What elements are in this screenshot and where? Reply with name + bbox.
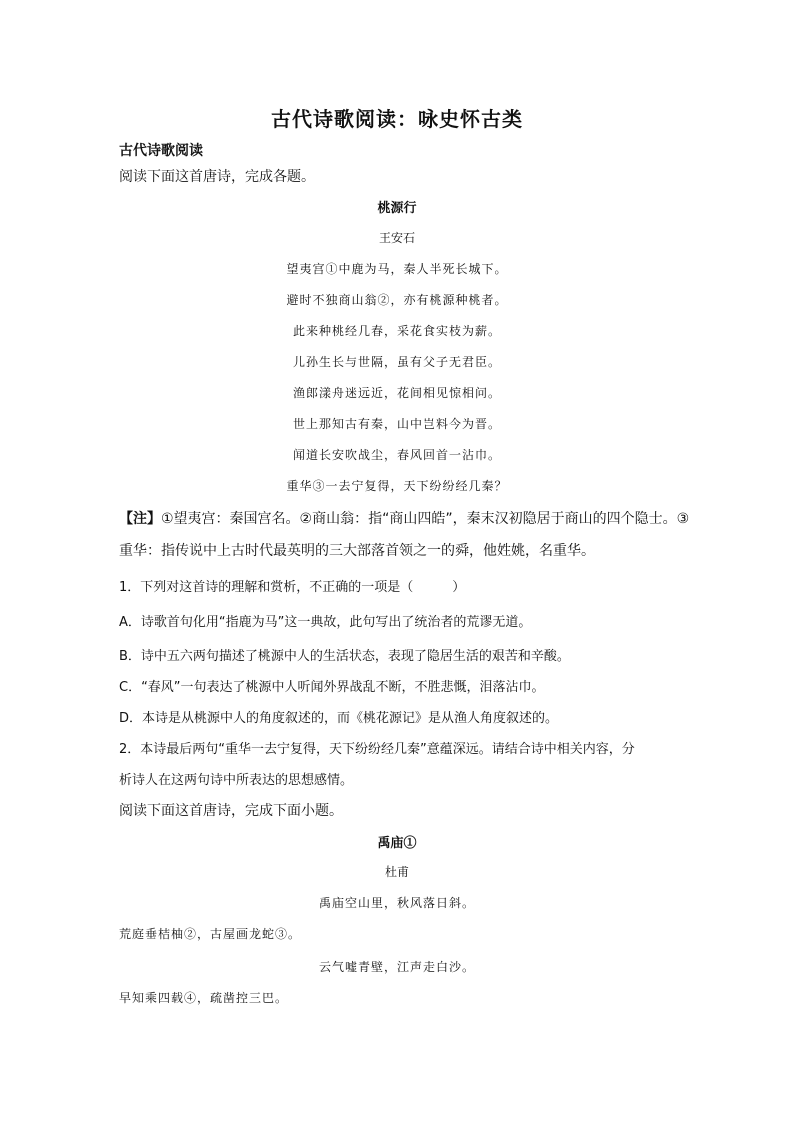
poem1-line: 闻道长安吹战尘，春风回首一沾巾。 [292, 448, 501, 462]
poem1-note [119, 508, 689, 528]
poem1-note-continued: 重华：指传说中上古时代最英明的三大部落首领之一的舜，他姓姚，名重华。 [119, 543, 595, 559]
poem1-line: 渔郎漾舟迷远近，花间相见惊相问。 [292, 386, 501, 400]
poem1-author: 王安石 [378, 231, 415, 245]
question-2: 2．本诗最后两句“重华一去宁复得，天下纷纷经几秦”意蕴深远。请结合诗中相关内容，分 [119, 742, 635, 757]
poem2-title: 禹庙① [377, 836, 417, 851]
poem1-line: 儿孙生长与世隔，虽有父子无君臣。 [292, 355, 501, 369]
poem1-line: 世上那知古有秦，山中岂料今为晋。 [292, 417, 501, 431]
option-c: C．“春风”一句表达了桃源中人听闻外界战乱不断，不胜悲慨，泪落沾巾。 [119, 680, 545, 695]
poem1-line: 望夷宫①中鹿为马，秦人半死长城下。 [286, 262, 508, 276]
option-d: D．本诗是从桃源中人的角度叙述的，而《桃花源记》是从渔人角度叙述的。 [119, 711, 559, 726]
poem2-author: 杜甫 [384, 865, 409, 879]
poem2-line: 禹庙空山里，秋风落日斜。 [318, 896, 475, 910]
poem1-line: 避时不独商山翁②，亦有桃源种桃者。 [286, 293, 508, 307]
question-1: 1．下列对这首诗的理解和赏析，不正确的一项是（ ） [119, 580, 466, 595]
note-tag: 【注】 [119, 511, 161, 527]
option-a: A．诗歌首句化用“指鹿为马”这一典故，此句写出了统治者的荒谬无道。 [119, 615, 532, 630]
poem1-line: 重华③一去宁复得，天下纷纷经几秦？ [286, 479, 508, 493]
note-text: ①望夷宫：秦国宫名。②商山翁：指“商山四皓”，秦末汉初隐居于商山的四个隐士。③ [161, 511, 690, 527]
question-2-continued: 析诗人在这两句诗中所表达的思想感情。 [119, 773, 354, 788]
poem1-line: 此来种桃经几春，采花食实枝为薪。 [292, 324, 501, 338]
option-b: B．诗中五六两句描述了桃源中人的生活状态，表现了隐居生活的艰苦和辛酸。 [119, 649, 570, 664]
poem2-line: 荒庭垂桔柚②，古屋画龙蛇③。 [119, 927, 302, 941]
document-title: 古代诗歌阅读：咏史怀古类 [271, 107, 523, 131]
section-heading: 古代诗歌阅读 [119, 143, 203, 159]
poem2-line: 云气嘘青壁，江声走白沙。 [318, 960, 475, 974]
poem2-line: 早知乘四载④，疏凿控三巴。 [119, 991, 289, 1005]
passage1-instruction: 阅读下面这首唐诗，完成各题。 [119, 169, 315, 185]
passage2-instruction: 阅读下面这首唐诗，完成下面小题。 [119, 803, 343, 819]
poem1-title: 桃源行 [377, 201, 417, 216]
